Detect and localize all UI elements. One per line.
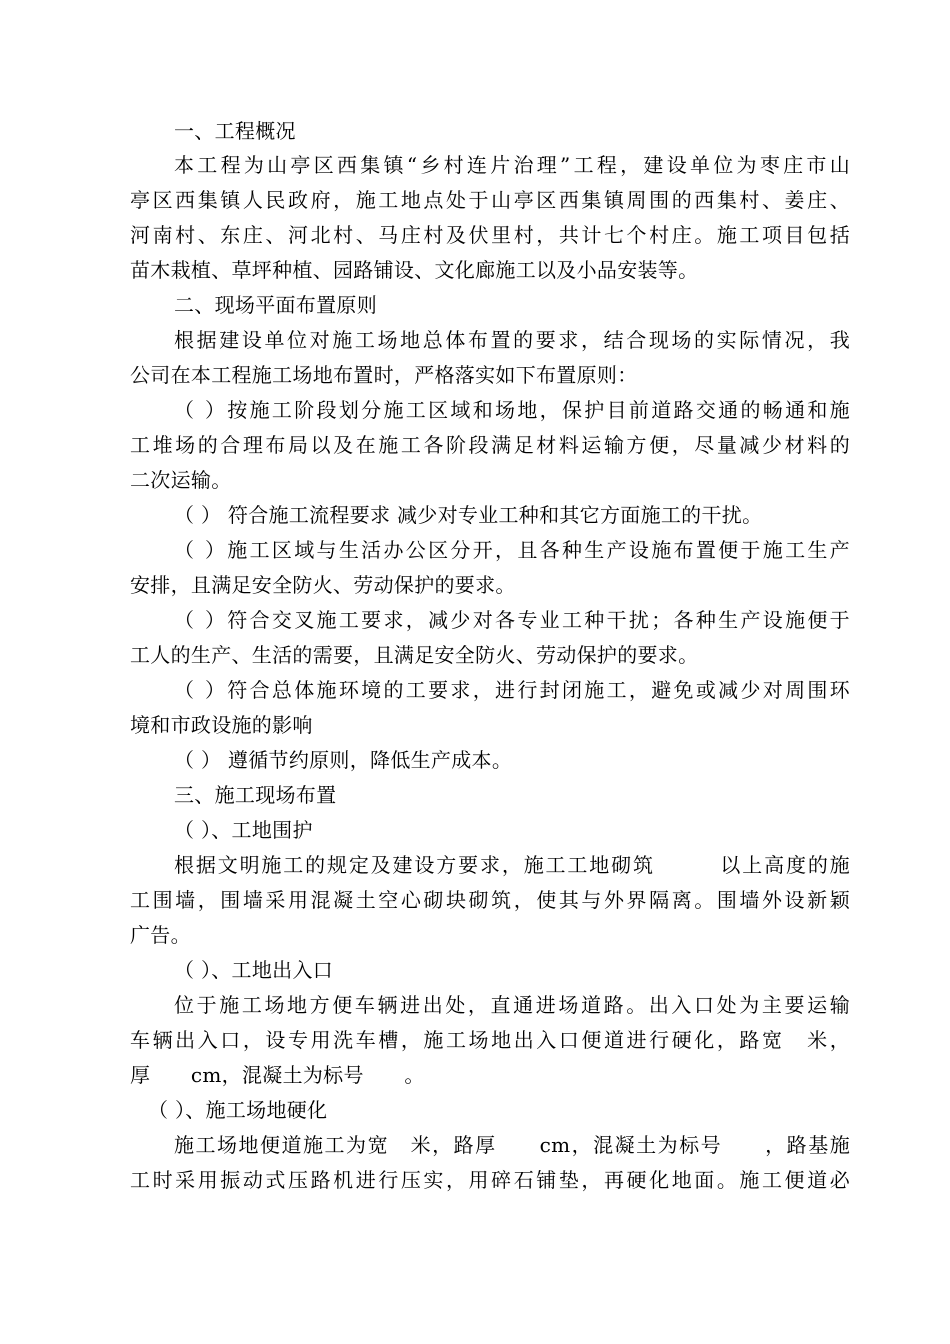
paragraph-line: 车辆出入口，设专用洗车槽，施工场地出入口便道进行硬化，路宽 米， xyxy=(130,1028,850,1052)
paragraph-line: 工时采用振动式压路机进行压实，用碎石铺垫，再硬化地面。施工便道必 xyxy=(130,1168,850,1192)
heading-project-overview: 一、工程概况 xyxy=(174,119,296,143)
paragraph-line: 二次运输。 xyxy=(130,468,232,492)
subheading-site-enclosure: （ ）、工地围护 xyxy=(174,818,313,842)
paragraph-line: 安排，且满足安全防火、劳动保护的要求。 xyxy=(130,573,516,597)
paragraph-line: 工围墙，围墙采用混凝土空心砌块砌筑，使其与外界隔离。围墙外设新颖 xyxy=(130,888,850,912)
paragraph-line: 境和市政设施的影响 xyxy=(130,713,313,737)
heading-layout-principles: 二、现场平面布置原则 xyxy=(174,293,377,317)
paragraph-line: 根据建设单位对施工场地总体布置的要求，结合现场的实际情况，我 xyxy=(174,328,850,352)
paragraph-line: 施工场地便道施工为宽 米，路厚 cm，混凝土为标号 ，路基施 xyxy=(174,1133,850,1157)
paragraph-line: 广告。 xyxy=(130,923,191,947)
list-item-line: （ ） 遵循节约原则，降低生产成本。 xyxy=(174,748,513,772)
heading-site-layout: 三、施工现场布置 xyxy=(174,783,337,807)
paragraph-line: 工人的生产、生活的需要，且满足安全防火、劳动保护的要求。 xyxy=(130,643,699,667)
paragraph-line: 工堆场的合理布局以及在施工各阶段满足材料运输方便，尽量减少材料的 xyxy=(130,433,850,457)
paragraph-line: 河南村、东庄、河北村、马庄村及伏里村，共计七个村庄。施工项目包括 xyxy=(130,223,850,247)
list-item-line: （ ）施工区域与生活办公区分开，且各种生产设施布置便于施工生产 xyxy=(174,538,850,562)
subheading-site-hardening: （ ）、施工场地硬化 xyxy=(148,1098,328,1122)
paragraph-line: 苗木栽植、草坪种植、园路铺设、文化廊施工以及小品安装等。 xyxy=(130,258,699,282)
paragraph-line: 位于施工场地方便车辆进出处，直通进场道路。出入口处为主要运输 xyxy=(174,993,850,1017)
subheading-site-entrance: （ ）、工地出入口 xyxy=(174,958,334,982)
list-item-line: （ ） 符合施工流程要求 减少对专业工种和其它方面施工的干扰。 xyxy=(174,503,763,527)
paragraph-line: 亭区西集镇人民政府，施工地点处于山亭区西集镇周围的西集村、姜庄、 xyxy=(130,188,850,212)
paragraph-line: 本工程为山亭区西集镇“乡村连片治理”工程，建设单位为枣庄市山 xyxy=(174,153,850,177)
paragraph-line: 公司在本工程施工场地布置时，严格落实如下布置原则： xyxy=(130,363,638,387)
list-item-line: （ ）按施工阶段划分施工区域和场地，保护目前道路交通的畅通和施 xyxy=(174,398,850,422)
paragraph-line: 根据文明施工的规定及建设方要求，施工工地砌筑 以上高度的施 xyxy=(174,853,850,877)
paragraph-line: 厚 cm，混凝土为标号 。 xyxy=(130,1063,425,1087)
list-item-line: （ ）符合交叉施工要求，减少对各专业工种干扰；各种生产设施便于 xyxy=(174,608,850,632)
list-item-line: （ ）符合总体施环境的工要求，进行封闭施工，避免或减少对周围环 xyxy=(174,678,850,702)
